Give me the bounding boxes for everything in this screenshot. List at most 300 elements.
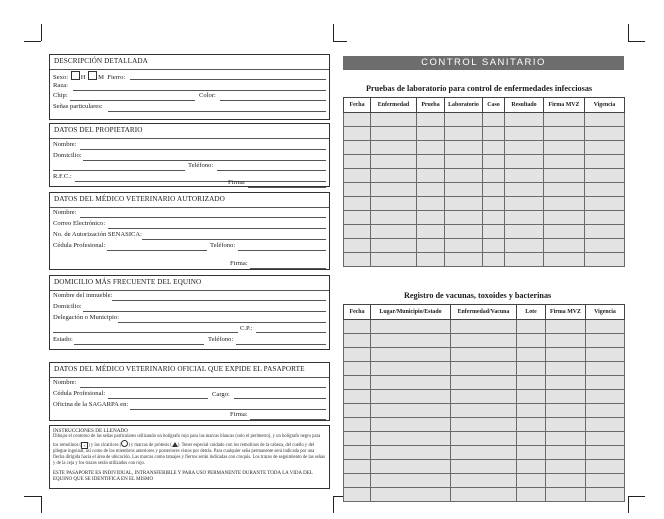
table-row	[344, 446, 625, 460]
inmueble-line[interactable]	[112, 300, 326, 301]
table-cell[interactable]	[505, 239, 544, 253]
table-cell[interactable]	[344, 239, 371, 253]
table-cell[interactable]	[371, 225, 417, 239]
table-cell[interactable]	[517, 404, 546, 418]
table-cell[interactable]	[344, 474, 371, 488]
table-row	[344, 253, 625, 267]
table-cell[interactable]	[451, 446, 517, 460]
sexo-field	[53, 71, 125, 81]
delegacion-label: Delegación o Municipio:	[53, 314, 119, 321]
nombre-line[interactable]	[80, 217, 326, 218]
table-cell[interactable]	[517, 320, 546, 334]
firma-line[interactable]	[250, 268, 326, 269]
table-cell[interactable]	[344, 211, 371, 225]
table-cell[interactable]	[344, 404, 371, 418]
cargo-label: Cargo:	[212, 391, 230, 398]
rfc-label: R.F.C.:	[53, 173, 72, 180]
telefono-label: Teléfono:	[188, 162, 214, 169]
registro-title: Registro de vacunas, toxoides y bacterinas	[404, 291, 552, 300]
table-cell[interactable]	[585, 225, 625, 239]
table-cell[interactable]	[544, 155, 585, 169]
table-cell[interactable]	[544, 239, 585, 253]
table-cell[interactable]	[417, 197, 445, 211]
table-cell[interactable]	[544, 197, 585, 211]
table-cell[interactable]	[517, 334, 546, 348]
senas-label: Señas particulares:	[53, 103, 103, 110]
table-cell[interactable]	[344, 253, 371, 267]
crop-mark	[628, 24, 629, 41]
table-cell[interactable]	[544, 225, 585, 239]
table-cell[interactable]	[505, 155, 544, 169]
instrucciones-text-part: Dibujar el contorno de las señas particulares utilizando un bolígrafo rojo para las marcas blancas (solo el perímetro), y un bolígrafo negro para los remolinos (	[53, 434, 321, 448]
table-cell[interactable]	[517, 418, 546, 432]
table-cell[interactable]	[451, 418, 517, 432]
table-cell[interactable]	[517, 362, 546, 376]
table-cell[interactable]	[483, 141, 505, 155]
table-row	[344, 225, 625, 239]
sexo-m-label: M	[98, 74, 104, 81]
nombre-label: Nombre:	[53, 141, 77, 148]
cp-line[interactable]	[256, 332, 326, 333]
table-cell[interactable]	[371, 155, 417, 169]
table-cell[interactable]	[371, 432, 451, 446]
section-title: DATOS DEL MÉDICO VETERINARIO OFICIAL QUE EXPIDE EL PASAPORTE	[54, 365, 305, 373]
instrucciones-title: INSTRUCCIONES DE LLENADO	[53, 428, 128, 434]
section-title: DATOS DEL MÉDICO VETERINARIO AUTORIZADO	[54, 195, 225, 203]
table-cell[interactable]	[417, 225, 445, 239]
table-cell[interactable]	[451, 362, 517, 376]
column-header: Enfermedad/Vacuna	[451, 305, 517, 320]
table-cell[interactable]	[586, 362, 625, 376]
crop-mark	[41, 24, 42, 41]
domicilio-line[interactable]	[83, 160, 326, 161]
table-cell[interactable]	[344, 169, 371, 183]
table-cell[interactable]	[371, 334, 451, 348]
column-header: Enfermedad	[371, 98, 417, 113]
table-cell[interactable]	[445, 183, 483, 197]
table-cell[interactable]	[344, 141, 371, 155]
pruebas-table	[343, 97, 625, 267]
table-cell[interactable]	[451, 376, 517, 390]
crop-mark	[24, 41, 41, 42]
table-cell[interactable]	[371, 390, 451, 404]
table-cell[interactable]	[344, 488, 371, 502]
table-cell[interactable]	[371, 239, 417, 253]
column-header: Resultado	[505, 98, 544, 113]
table-cell[interactable]	[586, 320, 625, 334]
table-cell[interactable]	[586, 432, 625, 446]
fierro-label: Fierro:	[107, 74, 126, 81]
table-cell[interactable]	[483, 197, 505, 211]
table-cell[interactable]	[417, 183, 445, 197]
pruebas-title: Pruebas de laboratorio para control de enfermedades infecciosas	[366, 84, 593, 93]
table-cell[interactable]	[546, 390, 586, 404]
table-cell[interactable]	[517, 432, 546, 446]
table-cell[interactable]	[451, 404, 517, 418]
table-cell[interactable]	[505, 183, 544, 197]
firma-label: Firma:	[230, 260, 248, 267]
table-cell[interactable]	[417, 127, 445, 141]
table-cell[interactable]	[546, 320, 586, 334]
table-cell[interactable]	[371, 320, 451, 334]
table-cell[interactable]	[586, 488, 625, 502]
table-cell[interactable]	[505, 127, 544, 141]
domicilio-label: Domicilio:	[53, 152, 82, 159]
cargo-line[interactable]	[234, 398, 326, 399]
color-line[interactable]	[220, 100, 326, 101]
autorizacion-line[interactable]	[142, 239, 326, 240]
table-cell[interactable]	[483, 155, 505, 169]
color-label: Color:	[199, 92, 216, 99]
crop-mark	[333, 24, 334, 41]
firma-label: Firma:	[228, 179, 246, 186]
telefono-label: Teléfono:	[208, 336, 234, 343]
table-cell[interactable]	[544, 141, 585, 155]
table-cell[interactable]	[445, 239, 483, 253]
table-cell[interactable]	[586, 460, 625, 474]
table-cell[interactable]	[544, 127, 585, 141]
table-cell[interactable]	[371, 474, 451, 488]
table-cell[interactable]	[417, 253, 445, 267]
crop-mark	[41, 496, 42, 513]
cedula-line[interactable]	[108, 398, 208, 399]
table-cell[interactable]	[483, 169, 505, 183]
table-cell[interactable]	[585, 155, 625, 169]
table-cell[interactable]	[344, 197, 371, 211]
correo-line[interactable]	[108, 228, 326, 229]
table-cell[interactable]	[417, 169, 445, 183]
table-row	[344, 362, 625, 376]
table-cell[interactable]	[585, 253, 625, 267]
table-cell[interactable]	[546, 362, 586, 376]
table-cell[interactable]	[417, 141, 445, 155]
column-header: Prueba	[417, 98, 445, 113]
table-cell[interactable]	[483, 239, 505, 253]
table-cell[interactable]	[517, 376, 546, 390]
table-cell[interactable]	[483, 253, 505, 267]
table-cell[interactable]	[445, 211, 483, 225]
domicilio-label: Domicilio:	[53, 303, 82, 310]
column-header: Firma MVZ	[546, 305, 586, 320]
table-cell[interactable]	[517, 348, 546, 362]
table-cell[interactable]	[505, 197, 544, 211]
instrucciones-section	[49, 425, 330, 489]
table-cell[interactable]	[544, 169, 585, 183]
table-cell[interactable]	[544, 253, 585, 267]
cp-label: C.P.:	[240, 325, 253, 332]
table-cell[interactable]	[586, 334, 625, 348]
table-cell[interactable]	[371, 127, 417, 141]
telefono-line[interactable]	[217, 170, 326, 171]
table-cell[interactable]	[344, 376, 371, 390]
table-cell[interactable]	[451, 488, 517, 502]
table-cell[interactable]	[371, 404, 451, 418]
table-cell[interactable]	[371, 362, 451, 376]
divider	[50, 69, 329, 70]
table-row	[344, 169, 625, 183]
table-cell[interactable]	[371, 197, 417, 211]
table-cell[interactable]	[417, 155, 445, 169]
estado-label: Estado:	[53, 336, 73, 343]
table-row	[344, 460, 625, 474]
table-cell[interactable]	[371, 376, 451, 390]
crop-mark	[333, 496, 334, 513]
domicilio-section	[49, 275, 330, 350]
table-cell[interactable]	[544, 183, 585, 197]
cedula-label: Cédula Profesional:	[53, 390, 106, 397]
table-cell[interactable]	[544, 113, 585, 127]
sexo-m-checkbox[interactable]	[88, 71, 97, 80]
divider	[50, 290, 329, 291]
table-row	[344, 155, 625, 169]
fierro-line[interactable]	[130, 79, 326, 80]
table-cell[interactable]	[344, 348, 371, 362]
oficina-line[interactable]	[130, 409, 326, 410]
instrucciones-text-part: ) y las cicatrices (	[88, 443, 122, 448]
table-cell[interactable]	[517, 446, 546, 460]
table-cell[interactable]	[546, 474, 586, 488]
registro-table	[343, 304, 625, 502]
table-cell[interactable]	[371, 141, 417, 155]
cedula-label: Cédula Profesional:	[53, 242, 106, 249]
nombre-label: Nombre:	[53, 379, 77, 386]
propietario-section	[49, 123, 330, 187]
senas-line[interactable]	[108, 111, 326, 112]
table-cell[interactable]	[546, 348, 586, 362]
table-cell[interactable]	[585, 183, 625, 197]
table-cell[interactable]	[371, 113, 417, 127]
sexo-h-label: H	[80, 74, 86, 81]
estado-line[interactable]	[74, 344, 204, 345]
table-cell[interactable]	[344, 362, 371, 376]
crop-mark	[333, 41, 347, 42]
table-cell[interactable]	[371, 169, 417, 183]
table-row	[344, 404, 625, 418]
table-cell[interactable]	[344, 225, 371, 239]
table-cell[interactable]	[505, 211, 544, 225]
crop-mark	[628, 41, 645, 42]
table-row	[344, 390, 625, 404]
table-cell[interactable]	[546, 446, 586, 460]
table-cell[interactable]	[517, 488, 546, 502]
table-cell[interactable]	[371, 446, 451, 460]
table-cell[interactable]	[585, 127, 625, 141]
table-cell[interactable]	[586, 390, 625, 404]
table-cell[interactable]	[483, 113, 505, 127]
table-cell[interactable]	[546, 432, 586, 446]
table-cell[interactable]	[483, 211, 505, 225]
table-row	[344, 334, 625, 348]
instrucciones-text-part: ). Tener especial cuidado con los remolinos de la cabeza, del cuello y del pliegue inguinal, así como de los miembros anteriores y posteriores vistos por detrás. Para cualquier seña permanente será indicada por una flecha dirigida hacia el área de ubicación. Las marcas como tatuajes y fierros serán indicadas con croquis. Los trazos de seguimiento de las señas y de la ceja y los trazos serán utilizados con rojo.	[53, 443, 325, 466]
table-cell[interactable]	[586, 446, 625, 460]
table-row	[344, 418, 625, 432]
table-cell[interactable]	[445, 155, 483, 169]
table-row	[344, 474, 625, 488]
column-header: Vigencia	[586, 305, 625, 320]
table-row	[344, 432, 625, 446]
table-cell[interactable]	[445, 141, 483, 155]
table-cell[interactable]	[546, 376, 586, 390]
nombre-line[interactable]	[80, 149, 326, 150]
table-cell[interactable]	[505, 169, 544, 183]
raza-label: Raza:	[53, 82, 69, 89]
table-row	[344, 320, 625, 334]
sexo-label: Sexo:	[53, 74, 69, 81]
cedula-line[interactable]	[107, 250, 207, 251]
rfc-line[interactable]	[75, 181, 326, 182]
table-row	[344, 113, 625, 127]
table-cell[interactable]	[451, 320, 517, 334]
table-cell[interactable]	[585, 211, 625, 225]
telefono-label: Teléfono:	[210, 242, 236, 249]
divider	[50, 207, 329, 208]
table-row	[344, 239, 625, 253]
crop-mark	[24, 496, 41, 497]
delegacion-line-2[interactable]	[53, 332, 238, 333]
column-header: Lote	[517, 305, 546, 320]
table-row	[344, 348, 625, 362]
table-cell[interactable]	[417, 113, 445, 127]
table-cell[interactable]	[445, 113, 483, 127]
table-cell[interactable]	[586, 418, 625, 432]
table-cell[interactable]	[451, 348, 517, 362]
table-cell[interactable]	[344, 460, 371, 474]
nombre-label: Nombre:	[53, 209, 77, 216]
table-cell[interactable]	[546, 460, 586, 474]
correo-label: Correo Electrónico:	[53, 220, 106, 227]
table-cell[interactable]	[344, 432, 371, 446]
table-cell[interactable]	[585, 197, 625, 211]
table-cell[interactable]	[517, 390, 546, 404]
table-row	[344, 141, 625, 155]
divider	[50, 138, 329, 139]
table-cell[interactable]	[417, 211, 445, 225]
table-cell[interactable]	[371, 488, 451, 502]
table-row	[344, 376, 625, 390]
raza-line[interactable]	[73, 90, 326, 91]
firma-line[interactable]	[248, 187, 326, 188]
table-cell[interactable]	[344, 390, 371, 404]
table-cell[interactable]	[505, 225, 544, 239]
table-cell[interactable]	[445, 197, 483, 211]
section-title: DATOS DEL PROPIETARIO	[54, 126, 143, 134]
instrucciones-warning: ESTE PASAPORTE ES INDIVIDUAL, INTRANSFERIBLE Y PARA USO PERMANENTE DURANTE TODA LA VIDA DEL EQUINO QUE SE IDENTIFICA EN EL MISMO	[53, 471, 313, 482]
table-cell[interactable]	[585, 141, 625, 155]
sexo-h-checkbox[interactable]	[71, 71, 80, 80]
table-cell[interactable]	[371, 460, 451, 474]
table-row	[344, 197, 625, 211]
oficial-section	[49, 362, 330, 421]
column-header: Firma MVZ	[544, 98, 585, 113]
table-cell[interactable]	[445, 169, 483, 183]
descripcion-section	[49, 54, 330, 120]
table-cell[interactable]	[344, 334, 371, 348]
table-cell[interactable]	[445, 225, 483, 239]
table-cell[interactable]	[505, 253, 544, 267]
table-row	[344, 211, 625, 225]
table-cell[interactable]	[585, 239, 625, 253]
table-cell[interactable]	[483, 183, 505, 197]
autorizacion-label: No. de Autorización SENASICA:	[53, 231, 143, 238]
telefono-line[interactable]	[236, 344, 326, 345]
table-row	[344, 488, 625, 502]
column-header: Fecha	[344, 305, 371, 320]
table-cell[interactable]	[517, 460, 546, 474]
table-cell[interactable]	[371, 183, 417, 197]
instrucciones-text	[53, 434, 326, 467]
table-cell[interactable]	[417, 239, 445, 253]
control-sanitario-banner: CONTROL SANITARIO	[343, 56, 624, 70]
table-cell[interactable]	[445, 127, 483, 141]
table-cell[interactable]	[483, 225, 505, 239]
table-cell[interactable]	[371, 348, 451, 362]
domicilio-line[interactable]	[83, 311, 326, 312]
table-cell[interactable]	[451, 390, 517, 404]
table-cell[interactable]	[445, 253, 483, 267]
telefono-line[interactable]	[238, 250, 326, 251]
table-cell[interactable]	[344, 418, 371, 432]
table-cell[interactable]	[546, 488, 586, 502]
column-header: Lugar/Municipio/Estado	[371, 305, 451, 320]
table-cell[interactable]	[451, 460, 517, 474]
table-cell[interactable]	[546, 404, 586, 418]
table-cell[interactable]	[586, 474, 625, 488]
table-cell[interactable]	[586, 404, 625, 418]
table-cell[interactable]	[451, 474, 517, 488]
table-cell[interactable]	[505, 113, 544, 127]
table-cell[interactable]	[371, 253, 417, 267]
oficina-label: Oficina de la SAGARPA en:	[53, 401, 129, 408]
table-row	[344, 183, 625, 197]
table-cell[interactable]	[586, 348, 625, 362]
table-cell[interactable]	[344, 113, 371, 127]
inmueble-label: Nombre del inmueble:	[53, 292, 113, 299]
table-cell[interactable]	[517, 474, 546, 488]
column-header: Caso	[483, 98, 505, 113]
column-header: Fecha	[344, 98, 371, 113]
firma-line[interactable]	[250, 419, 326, 420]
table-cell[interactable]	[344, 446, 371, 460]
table-cell[interactable]	[505, 141, 544, 155]
table-cell[interactable]	[585, 169, 625, 183]
table-cell[interactable]	[483, 127, 505, 141]
chip-line[interactable]	[70, 100, 195, 101]
delegacion-line[interactable]	[118, 322, 326, 323]
table-cell[interactable]	[585, 113, 625, 127]
table-cell[interactable]	[371, 211, 417, 225]
crop-mark	[628, 496, 629, 513]
table-cell[interactable]	[586, 376, 625, 390]
table-cell[interactable]	[344, 320, 371, 334]
section-title: DOMICILIO MÁS FRECUENTE DEL EQUINO	[54, 278, 202, 286]
chip-label: Chip:	[53, 92, 68, 99]
crop-mark	[628, 496, 645, 497]
table-cell[interactable]	[344, 183, 371, 197]
table-row	[344, 127, 625, 141]
table-cell[interactable]	[344, 127, 371, 141]
table-cell[interactable]	[546, 334, 586, 348]
nombre-line[interactable]	[80, 387, 326, 388]
domicilio-line-2[interactable]	[53, 170, 185, 171]
table-cell[interactable]	[451, 432, 517, 446]
remolino-symbol-icon: ×	[81, 442, 88, 449]
table-cell[interactable]	[344, 155, 371, 169]
firma-label: Firma:	[230, 411, 248, 418]
table-cell[interactable]	[451, 334, 517, 348]
table-cell[interactable]	[546, 418, 586, 432]
table-cell[interactable]	[544, 211, 585, 225]
table-cell[interactable]	[371, 418, 451, 432]
